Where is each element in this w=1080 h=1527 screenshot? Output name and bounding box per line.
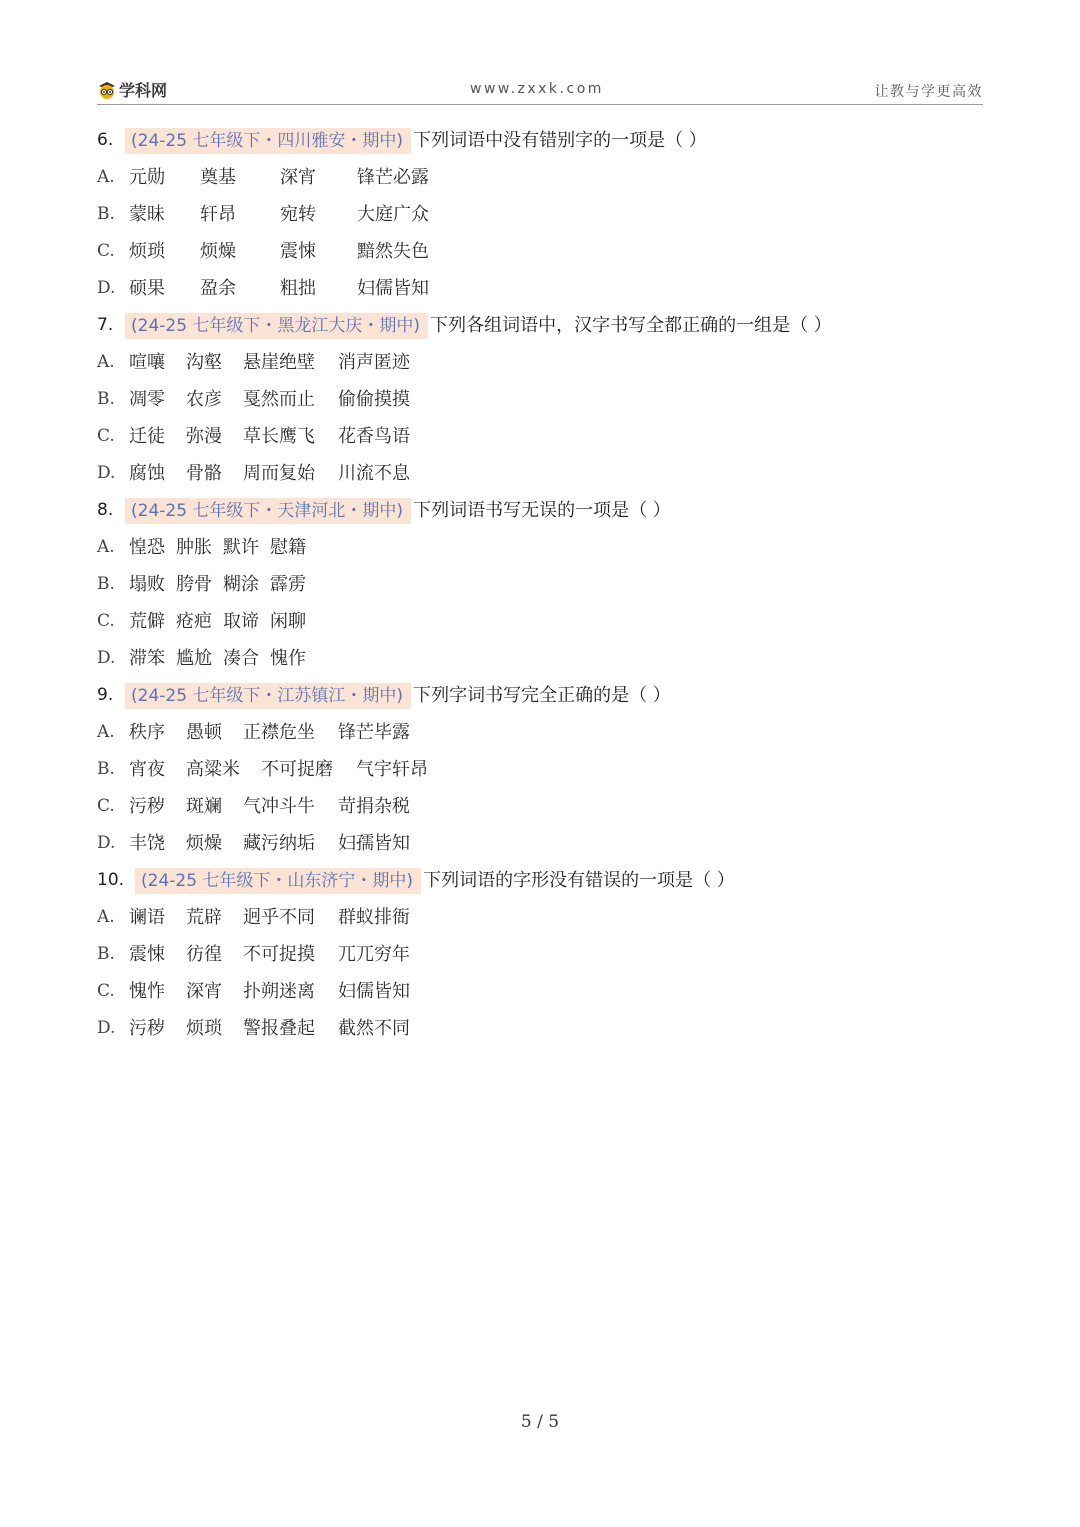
option-letter: A. [97,537,115,557]
word: 消声匿迹 [338,352,410,373]
option-words [129,270,429,307]
word: 荒辟 [186,907,222,928]
source-tag: (24-25 七年级下・江苏镇江・期中) [125,683,411,709]
site-slogan: 让教与学更高效 [874,84,983,100]
question-number: 9. [97,685,114,705]
option-b[interactable] [97,566,977,603]
word: 锋芒毕露 [338,722,410,743]
word: 扑朔迷离 [243,981,315,1002]
option-words [129,825,410,862]
word: 骨骼 [186,463,222,484]
option-words [129,788,410,825]
option-c[interactable] [97,603,977,640]
option-b[interactable] [97,196,977,233]
option-words [129,640,306,677]
option-c[interactable] [97,233,977,270]
word: 弥漫 [186,426,222,447]
word: 滞笨 [129,648,165,669]
word: 戛然而止 [243,389,315,410]
site-logo[interactable] [97,78,167,101]
word: 正襟危坐 [243,722,315,743]
word: 妇孺皆知 [338,833,410,854]
option-d[interactable] [97,1010,977,1047]
option-words [129,603,306,640]
option-letter: D. [97,648,116,668]
word: 苛捐杂税 [338,796,410,817]
option-b[interactable] [97,936,977,973]
option-letter: B. [97,944,115,964]
option-a[interactable] [97,529,977,566]
word: 农彦 [186,389,222,410]
page-header [97,76,983,105]
option-words [129,344,410,381]
option-words [129,973,410,1010]
word: 闲聊 [270,611,306,632]
site-url[interactable]: www.zxxk.com [470,81,604,97]
word: 高粱米 [186,759,240,780]
page-number: 5 / 5 [520,1412,560,1432]
option-words [129,233,429,270]
option-a[interactable] [97,159,977,196]
option-letter: A. [97,722,115,742]
question-header [97,492,977,529]
word: 气冲斗牛 [243,796,315,817]
question-number: 8. [97,500,114,520]
word: 沟壑 [186,352,222,373]
word: 斑斓 [186,796,222,817]
option-letter: D. [97,278,116,298]
option-words [129,159,429,196]
question-number: 7. [97,315,114,335]
word: 悬崖绝壁 [243,352,315,373]
word: 锋芒必露 [357,167,429,188]
word: 川流不息 [338,463,410,484]
question-header [97,122,977,159]
option-b[interactable] [97,381,977,418]
word: 愧作 [270,648,306,669]
word: 喧嚷 [129,352,165,373]
option-letter: D. [97,833,116,853]
option-words [129,529,306,566]
option-letter: A. [97,167,115,187]
question-8 [97,492,977,677]
option-letter: A. [97,352,115,372]
word: 群蚁排衙 [338,907,410,928]
option-letter: C. [97,241,115,261]
option-letter: C. [97,426,115,446]
option-a[interactable] [97,344,977,381]
option-words [129,566,306,603]
word: 污秽 [129,1018,165,1039]
word: 凑合 [223,648,259,669]
option-letter: C. [97,796,115,816]
word: 警报叠起 [243,1018,315,1039]
option-d[interactable] [97,455,977,492]
option-words [129,714,410,751]
word: 兀兀穷年 [338,944,410,965]
option-a[interactable] [97,899,977,936]
word: 妇儒皆知 [338,981,410,1002]
word: 烦燥 [200,241,236,262]
word: 宵夜 [129,759,165,780]
option-words [129,751,428,788]
word: 糊涂 [223,574,259,595]
word: 元勋 [129,167,165,188]
word: 凋零 [129,389,165,410]
word: 深宵 [186,981,222,1002]
word: 丰饶 [129,833,165,854]
question-number: 6. [97,130,114,150]
word: 黯然失色 [357,241,429,262]
word: 周而复始 [243,463,315,484]
word: 腐蚀 [129,463,165,484]
option-letter: C. [97,981,115,1001]
source-tag: (24-25 七年级下・黑龙江大庆・期中) [125,313,428,339]
word: 震悚 [280,241,316,262]
word: 震悚 [129,944,165,965]
owl-logo-icon [97,80,117,100]
word: 迁徒 [129,426,165,447]
option-c[interactable] [97,788,977,825]
question-stem: 下列词语的字形没有错误的一项是（ ） [423,870,735,891]
option-words [129,196,429,233]
word: 硕果 [129,278,165,299]
word: 疮疤 [176,611,212,632]
question-stem: 下列词语书写无误的一项是（ ） [413,500,671,521]
word: 取谛 [223,611,259,632]
option-letter: C. [97,611,115,631]
word: 愧怍 [129,981,165,1002]
option-d[interactable] [97,640,977,677]
word: 藏污纳垢 [243,833,315,854]
question-header [97,862,977,899]
word: 气宇轩昂 [356,759,428,780]
question-10 [97,862,977,1047]
word: 奠基 [200,167,236,188]
word: 塌败 [129,574,165,595]
option-c[interactable] [97,973,977,1010]
word: 彷徨 [186,944,222,965]
question-header [97,677,977,714]
option-letter: D. [97,463,116,483]
word: 秩序 [129,722,165,743]
word: 大庭广众 [357,204,429,225]
source-tag: (24-25 七年级下・山东济宁・期中) [135,868,421,894]
option-d[interactable] [97,825,977,862]
question-stem: 下列字词书写完全正确的是（ ） [413,685,671,706]
source-tag: (24-25 七年级下・天津河北・期中) [125,498,411,524]
option-letter: A. [97,907,115,927]
option-letter: B. [97,389,115,409]
option-a[interactable] [97,714,977,751]
word: 肿胀 [176,537,212,558]
word: 妇儒皆知 [357,278,429,299]
option-words [129,418,410,455]
word: 粗拙 [280,278,316,299]
option-c[interactable] [97,418,977,455]
option-letter: D. [97,1018,116,1038]
option-words [129,1010,410,1047]
option-words [129,455,410,492]
option-b[interactable] [97,751,977,788]
word: 尴尬 [176,648,212,669]
option-letter: B. [97,574,115,594]
logo-text: 学科网 [119,81,168,100]
question-6 [97,122,977,307]
word: 轩昂 [200,204,236,225]
word: 霹雳 [270,574,306,595]
question-stem: 下列词语中没有错别字的一项是（ ） [413,130,707,151]
word: 烦燥 [186,833,222,854]
option-d[interactable] [97,270,977,307]
question-9 [97,677,977,862]
option-words [129,936,410,973]
word: 胯骨 [176,574,212,595]
word: 草长鹰飞 [243,426,315,447]
question-7 [97,307,977,492]
word: 谰语 [129,907,165,928]
option-words [129,381,410,418]
question-header [97,307,977,344]
option-letter: B. [97,204,115,224]
word: 惶恐 [129,537,165,558]
word: 烦琐 [186,1018,222,1039]
word: 花香鸟语 [338,426,410,447]
word: 宛转 [280,204,316,225]
word: 慰籍 [270,537,306,558]
word: 不可捉摸 [243,944,315,965]
word: 截然不同 [338,1018,410,1039]
word: 污秽 [129,796,165,817]
option-letter: B. [97,759,115,779]
word: 烦琐 [129,241,165,262]
question-list [97,122,977,1047]
question-stem: 下列各组词语中，汉字书写全都正确的一组是（ ） [430,315,832,336]
word: 愚顿 [186,722,222,743]
source-tag: (24-25 七年级下・四川雅安・期中) [125,128,411,154]
word: 偷偷摸摸 [338,389,410,410]
question-number: 10. [97,870,125,890]
word: 深宵 [280,167,316,188]
word: 迥乎不同 [243,907,315,928]
word: 默许 [223,537,259,558]
word: 荒僻 [129,611,165,632]
option-words [129,899,410,936]
word: 蒙昧 [129,204,165,225]
word: 盈余 [200,278,236,299]
word: 不可捉磨 [261,759,333,780]
